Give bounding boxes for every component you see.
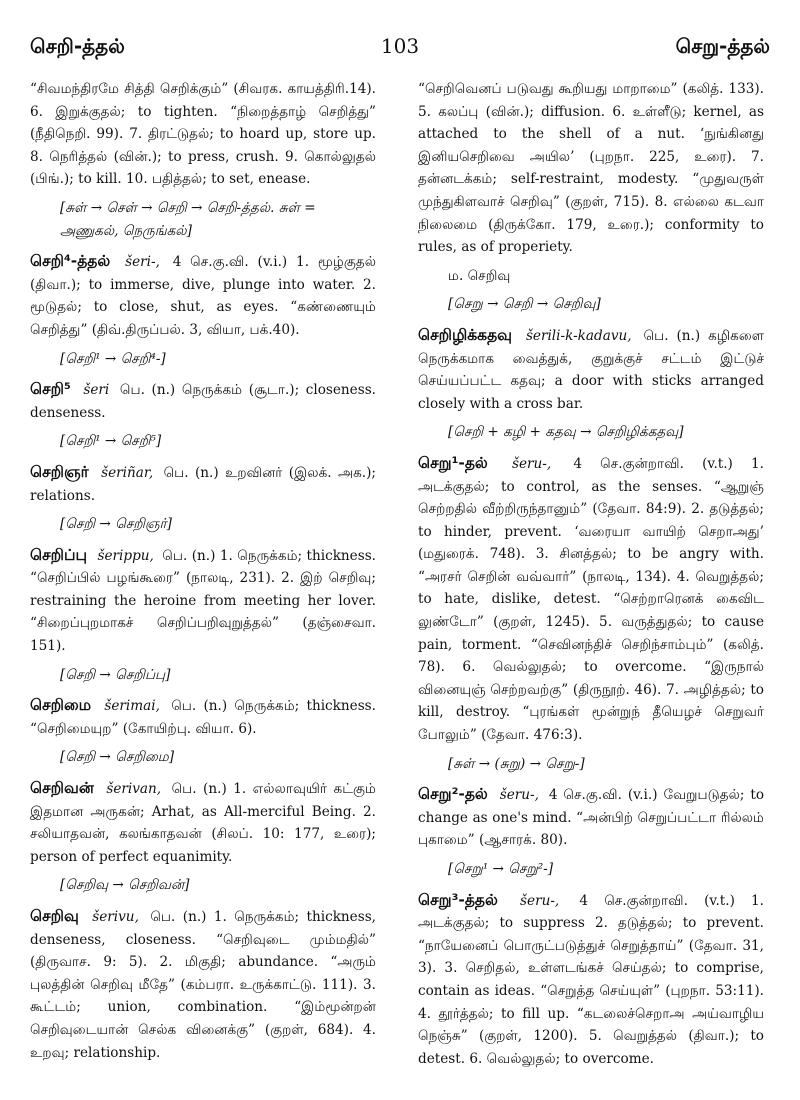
entry-definition: 1. நெருக்கம்; thickness. “செறிப்பில் பழங்கூரை” (நாலடி, 231). 2. இற் செறிவு; restraining the heroine from meeting her lover. “சிறைப்புறமாகச் செறிப்பறிவுறுத்தல்” (தஞ்சைவா. 151). [30, 547, 376, 655]
entry-headword: செறிவன் [30, 779, 94, 798]
entry-transliteration: šeru-, [499, 787, 539, 804]
entry-definition: உறவினர் (இலக். அக.); relations. [30, 464, 376, 504]
etymology-derivation: [செறு → செறி → செறிவு] [448, 296, 601, 313]
entry-transliteration: šeri [83, 382, 110, 399]
dictionary-entry [30, 250, 376, 341]
entry-grammar: பெ. (n.) [171, 698, 228, 715]
entry-continuation: “சிவமந்திரமே சித்தி செறிக்கும்” (சிவரக. காயத்திரி.14). 6. இறுக்குதல்; to tighten. “நிறைத்தாழ் செறித்து” (நீதிநெறி. 99). 7. திரட்டுதல்; to hoard up, store up. 8. நெரித்தல் (வின்.); to press, crush. 9. கொல்லுதல் (பிங்.); to kill. 10. பதித்தல்; to set, enease. [30, 81, 376, 188]
entry-transliteration: šeri-, [125, 254, 160, 271]
etymology-derivation: [செறி¹ → செறி⁴-] [60, 350, 166, 367]
entry-definition: கழிகளை நெருக்கமாக வைத்துக், குறுக்குச் சட்டம் இட்டுச் செய்யப்பட்ட கதவு; a door with sticks arranged closely with a cross bar. [418, 327, 765, 412]
entry-definition: வேறுபடுதல்; to change as one's mind. “அன்பிற் செறுப்பட்டா ரில்லம் புகாமை” (ஆசாரக். 80). [418, 787, 765, 849]
entry-definition: 1. அடக்குதல்; to suppress 2. தடுத்தல்; to prevent. “நாயேனைப் பொருட்படுத்துச் செறுத்தாய்” (தேவா. 31, 3). 3. செறிதல், உள்ளடங்கச் செய்தல்; to comprise, contain as ideas. “செறுத்த செய்யுள்” (புறநா. 53:11). 4. தூர்த்தல்; to fill up. “கடலைச்செறாஅ அய்வாழிய நெஞ்சு” (குறள், 1200). 5. வெறுத்தல் (திவா.); to detest. 6. வெல்லுதல்; to overcome. [418, 892, 765, 1067]
entry-transliteration: šerippu, [97, 547, 154, 564]
entry-transliteration: šeriñar, [101, 464, 154, 481]
entry-grammar: பெ. (n.) [119, 382, 176, 399]
entry-headword: செறிழிக்கதவு [418, 325, 512, 344]
entry-transliteration: šeru-, [520, 892, 560, 909]
entry-headword: செறிஞர் [30, 462, 89, 481]
etymology-derivation: [செறு¹ → செறு²-] [448, 861, 554, 877]
left-column [30, 78, 376, 1070]
entry-transliteration: šerivan, [106, 781, 162, 798]
etymology-derivation: [செறிவு → செறிவன்] [60, 877, 190, 894]
etymology-derivation: [செறி¹ → செறி⁵] [60, 433, 162, 450]
entry-transliteration: šerimai, [104, 698, 160, 715]
entry-grammar: பெ. (n.) [643, 327, 701, 344]
entry-headword: செறு³-த்தல் [418, 890, 498, 909]
header-right-guideword: செறு-த்தல் [675, 34, 770, 58]
entry-headword: செறு²-தல் [418, 785, 488, 804]
entry-grammar: 4 செ.கு.வி. (v.i.) [172, 254, 288, 271]
entry-definition: நெருக்கம்; thickness. “செறிமையுற” (கோயிற்பு. வியா. 6). [30, 698, 376, 737]
entry-grammar: 4 செ.குன்றாவி. (v.t.) [573, 455, 733, 472]
entry-grammar: 4 செ.கு.வி. (v.i.) [548, 787, 658, 804]
entry-headword: செறிப்பு [30, 545, 88, 564]
entry-definition: நெருக்கம் (சூடா.); closeness. denseness. [30, 382, 376, 421]
entry-grammar: பெ. (n.) [171, 781, 227, 798]
dictionary-entry [30, 378, 376, 424]
etymology-derivation: [சுள் → செள் → செறி → செறி-த்தல். சுள் = அணுகல், நெருங்கல்] [60, 199, 316, 239]
etymology-derivation: [செறி + கழி + கதவு → செறிழிக்கதவு] [448, 424, 684, 441]
entry-grammar: பெ. (n.) [150, 909, 207, 925]
entry-headword: செறிமை [30, 696, 92, 715]
dictionary-entry [30, 777, 376, 868]
entry-grammar: 4 செ.குன்றாவி. (v.t.) [579, 892, 735, 909]
dictionary-entry [418, 783, 764, 852]
entry-headword: செறி⁴-த்தல் [30, 252, 111, 271]
etymology-derivation: [செறி → செறிமை] [60, 749, 175, 766]
dictionary-entry [30, 461, 376, 507]
entry-transliteration: šeru-, [511, 455, 552, 472]
entry-transliteration: šerili-k-kadavu, [525, 327, 632, 344]
cognate-note: ம. செறிவு [448, 267, 511, 284]
entry-definition: 1. எல்லாவுயிர் கட்கும் இதமான அருகன்; Arhat, as All-merciful Being. 2. சலியாதவன், கலங்காதவன் (சிலப். 10: 177, உரை); person of perfect equanimity. [30, 781, 376, 865]
entry-definition: 1. அடக்குதல்; to control, as the senses. “ஆறுஞ் செற்றதில் வீற்றிருந்தானும்” (தேவா. 84:9). 2. தடுத்தல்; to hinder, prevent. ‘வரையா வாயிற் செறாஅது’ (மதுரைக். 748). 3. சினத்தல்; to be angry with. “அரசர் செறின் வவ்வார்” (நாலடி, 134). 4. வெறுத்தல்; to hate, dislike, detest. “செற்றாரெனக் கைவிட லுண்டோ” (குறள், 1245). 5. வருத்துதல்; to cause pain, torment. “செவினந்திச் செறிந்சாம்பும்” (கலித். 78). 6. வெல்லுதல்; to overcome. “இருநால் வினையுஞ் செற்றவற்கு” (திருநூற். 46). 7. அழித்தல்; to kill, destroy. “புரங்கள் மூன்றுந் தீயெழச் செறுவர் போலும்” (தேவா. 476:3). [418, 455, 765, 744]
entry-grammar: பெ. (n.) [162, 547, 216, 564]
dictionary-entry [30, 694, 376, 740]
entry-continuation: “செறிவெனப் படுவது கூறியது மாறாமை” (கலித். 133). 5. கலப்பு (வின்.); diffusion. 6. உள்ளீடு; kernel, as attached to the shell of a nut. ‘நுங்கினது இனியசெறிவை அயில’ (புறநா. 225, உரை). 7. தன்னடக்கம்; self-restraint, modesty. “முதுவருள் முந்துகிளவாச் செறிவு” (குறள், 715). 8. எல்லை கடவா நிலைமை (திருக்கோ. 179, உரை.); conformity to rules, as of properiety. [418, 81, 764, 256]
entry-transliteration: šerivu, [92, 909, 139, 925]
entry-headword: செறிவு [30, 907, 79, 925]
entry-grammar: பெ. (n.) [163, 464, 219, 481]
etymology-derivation: [செறி → செறிப்பு] [60, 666, 171, 683]
dictionary-entry [418, 324, 764, 415]
entry-headword: செறு¹-தல் [418, 453, 488, 472]
entry-headword: செறி⁵ [30, 380, 71, 399]
entry-definition: 1. மூழ்குதல் (திவா.); to immerse, dive, plunge into water. 2. மூடுதல்; to close, shut, as eyes. “கண்ணையும் செறித்து” (திவ்.திருப்பல். 3, வியா, பக்.40). [30, 254, 376, 338]
dictionary-entry [418, 889, 764, 1071]
dictionary-entry [30, 905, 376, 1064]
page-number: 103 [380, 34, 420, 58]
etymology-derivation: [சுள் → (சுறு) → செறு-] [448, 755, 585, 772]
etymology-derivation: [செறி → செறிஞர்] [60, 516, 172, 533]
dictionary-entry [418, 452, 764, 747]
right-column [418, 78, 764, 1076]
entry-definition: 1. நெருக்கம்; thickness, denseness, closeness. “செறிவுடை மும்மதில்” (திருவாச. 9: 5). 2. மிகுதி; abundance. “அரும் புலத்தின் செறிவு மீதே” (கம்பரா. உருக்காட்டு. 111). 3. கூட்டம்; union, combination. “இம்மூன்றன் செறிவுடையான் செல்க வினைக்கு” (குறள், 684). 4. உறவு; relationship. [30, 909, 377, 1061]
dictionary-entry [30, 544, 376, 658]
header-left-guideword: செறி-த்தல் [30, 34, 125, 58]
